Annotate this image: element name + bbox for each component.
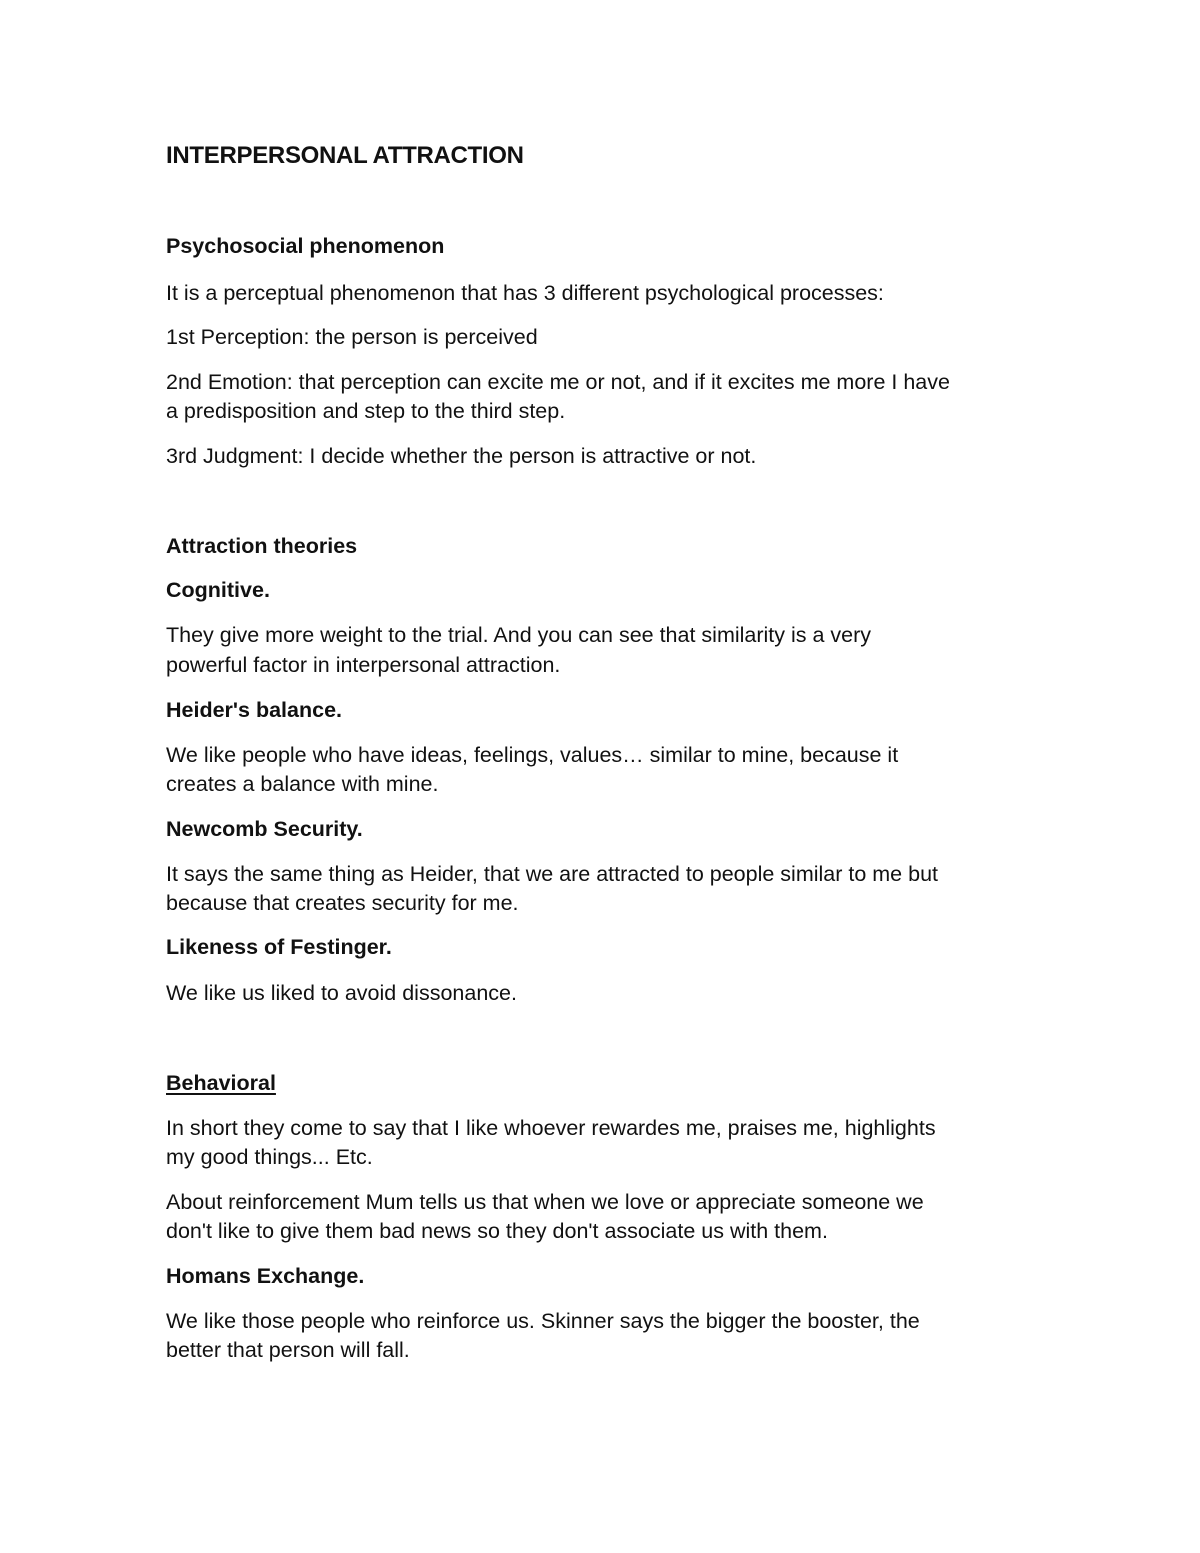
subheading-cognitive: Cognitive.: [166, 578, 270, 602]
section-heading-attraction-theories: Attraction theories: [166, 534, 358, 558]
paragraph-heider-line2: creates a balance with mine.: [166, 772, 439, 796]
paragraph-step2-line2: a predisposition and step to the third step.: [166, 399, 566, 423]
paragraph-behavioral-2-line2: don't like to give them bad news so they don't associate us with them.: [166, 1219, 828, 1243]
paragraph-cognitive-line2: powerful factor in interpersonal attraction.: [166, 653, 561, 677]
paragraph-step2-line1: 2nd Emotion: that perception can excite me or not, and if it excites me more I have: [166, 370, 950, 394]
paragraph-behavioral-1-line1: In short they come to say that I like whoever rewardes me, praises me, highlights: [166, 1116, 936, 1140]
paragraph-festinger-line1: We like us liked to avoid dissonance.: [166, 981, 517, 1005]
subheading-newcomb: Newcomb Security.: [166, 817, 363, 841]
paragraph-step3: 3rd Judgment: I decide whether the person is attractive or not.: [166, 444, 757, 468]
paragraph-newcomb-line1: It says the same thing as Heider, that we are attracted to people similar to me but: [166, 862, 939, 886]
paragraph-heider-line1: We like people who have ideas, feelings, values… similar to mine, because it: [166, 743, 899, 767]
section-heading-psychosocial: Psychosocial phenomenon: [166, 234, 445, 258]
paragraph-homans-line1: We like those people who reinforce us. Skinner says the bigger the booster, the: [166, 1309, 920, 1333]
paragraph-homans-line2: better that person will fall.: [166, 1338, 410, 1362]
subheading-festinger: Likeness of Festinger.: [166, 935, 392, 959]
section-heading-behavioral: Behavioral: [166, 1071, 276, 1095]
paragraph-newcomb-line2: because that creates security for me.: [166, 891, 519, 915]
document-title: INTERPERSONAL ATTRACTION: [166, 142, 524, 169]
paragraph-step1: 1st Perception: the person is perceived: [166, 325, 538, 349]
paragraph-behavioral-2-line1: About reinforcement Mum tells us that when we love or appreciate someone we: [166, 1190, 924, 1214]
paragraph-behavioral-1-line2: my good things... Etc.: [166, 1145, 373, 1169]
paragraph-cognitive-line1: They give more weight to the trial. And you can see that similarity is a very: [166, 623, 872, 647]
paragraph-intro: It is a perceptual phenomenon that has 3 different psychological processes:: [166, 281, 884, 305]
subheading-homans: Homans Exchange.: [166, 1264, 365, 1288]
subheading-heider: Heider's balance.: [166, 698, 342, 722]
